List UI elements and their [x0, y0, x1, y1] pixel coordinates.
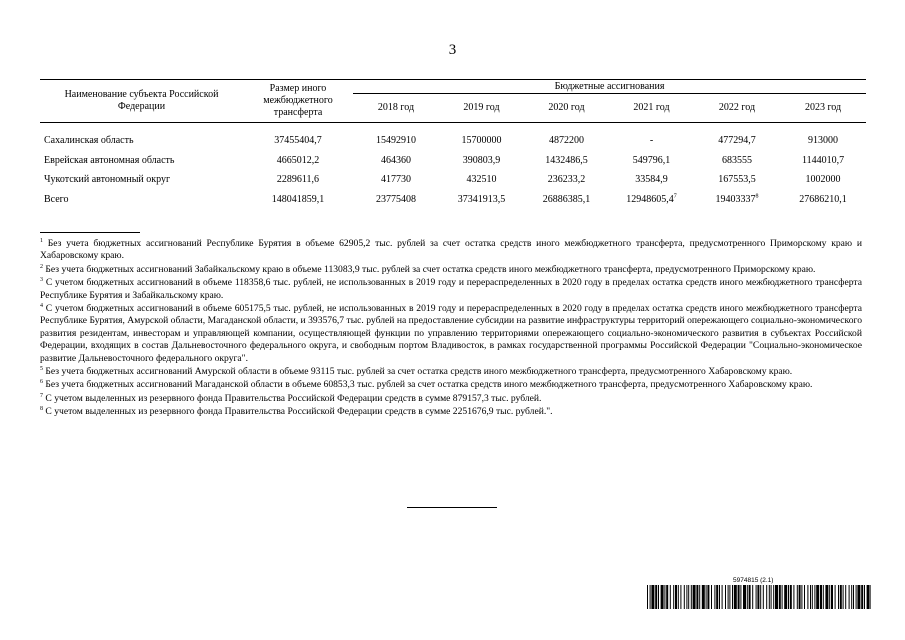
budget-value: 390803,9 — [462, 154, 501, 166]
barcode-bar — [743, 585, 746, 609]
budget-value: 236233,2 — [547, 174, 586, 186]
page-number: 3 — [448, 42, 457, 58]
barcode-bar — [766, 585, 767, 609]
barcode — [647, 585, 871, 609]
barcode-bar — [825, 585, 828, 609]
barcode-bar — [820, 585, 822, 609]
barcode-bar — [864, 585, 865, 609]
footnote-text: С учетом бюджетных ассигнований в объеме 605175,5 тыс. рублей, не использованных в 2019 году и перераспределенных в 2020 году в пределах остатка средств иного межбюджетного трансферта Республике Бурятия, Амурской области, Магаданской области, и 393576,7 тыс. рублей на предоставление субсидии на развитие инфраструктуры территорий опережающего социально-экономического развития резидентам, инвесторам и управляющей компании, осуществляющей функции по управлению территориями опережающего социально-экономического развития в субъектах Российской Федерации, входящих в состав Дальневосточного федерального округа, и свободным портом Владивосток, в рамках государственной программы Российской Федерации "Социально-экономическое развитие Дальневосточного федерального округа". — [40, 303, 862, 364]
budget-value: 15700000 — [461, 135, 502, 147]
barcode-bar — [843, 585, 844, 609]
footnote-number: 2 — [40, 263, 43, 270]
region-name: Чукотский автономный округ — [44, 174, 171, 186]
barcode-bar — [699, 585, 700, 609]
barcode-bar — [756, 585, 757, 609]
total-row — [40, 190, 866, 210]
table-row — [40, 151, 866, 171]
barcode-bar — [763, 585, 764, 609]
footnote-text: Без учета бюджетных ассигнований Забайкальскому краю в объеме 113083,9 тыс. рублей за счет остатка средств иного межбюджетного трансферта, предусмотренного Приморскому краю. — [45, 263, 816, 275]
barcode-bar — [693, 585, 696, 609]
barcode-bar — [738, 585, 740, 609]
barcode-bar — [799, 585, 801, 609]
budget-table — [40, 79, 866, 209]
footnote — [40, 303, 862, 365]
barcode-bar — [788, 585, 789, 609]
footnote — [40, 379, 862, 391]
barcode-bar — [647, 585, 648, 609]
barcode-label: 5974815 (2.1) — [733, 577, 774, 584]
barcode-bar — [867, 585, 870, 609]
footnote-ref: 8 — [755, 193, 759, 200]
budget-value: 26886385,1 — [542, 193, 591, 205]
barcode-bar — [664, 585, 665, 609]
budget-value: 477294,7 — [718, 135, 756, 147]
barcode-bar — [734, 585, 737, 609]
footnote — [40, 406, 862, 418]
barcode-bar — [670, 585, 671, 609]
barcode-bar — [706, 585, 707, 609]
barcode-bar — [757, 585, 759, 609]
budget-value: 683555 — [722, 154, 752, 166]
value-text: 19403337 — [715, 193, 756, 205]
footnote-ref: 7 — [673, 193, 677, 200]
barcode-bar — [814, 585, 815, 609]
column-header-transfer-size: Размер иного межбюджетного трансферта — [243, 80, 353, 123]
barcode-bar — [752, 585, 753, 609]
footnote-text: С учетом выделенных из резервного фонда Правительства Российской Федерации средств в сумме 879157,3 тыс. рублей. — [45, 392, 542, 404]
barcode-bar — [651, 585, 654, 609]
barcode-bar — [840, 585, 842, 609]
barcode-bar — [678, 585, 679, 609]
transfer-size: 4665012,2 — [276, 154, 320, 166]
barcode-bar — [719, 585, 720, 609]
budget-value: 23775408 — [376, 193, 416, 205]
column-header-budget: Бюджетные ассигнования — [353, 80, 866, 94]
footnote-number: 8 — [40, 406, 43, 413]
barcode-bar — [725, 585, 726, 609]
column-header-year: 2021 год — [609, 94, 694, 123]
table-row — [40, 170, 866, 190]
transfer-size: 2289611,6 — [276, 174, 320, 186]
barcode-bar — [666, 585, 668, 609]
region-name: Еврейская автономная область — [44, 154, 175, 166]
barcode-bar — [655, 585, 657, 609]
barcode-bar — [829, 585, 830, 609]
barcode-bar — [740, 585, 741, 609]
barcode-bar — [691, 585, 692, 609]
barcode-bar — [851, 585, 852, 609]
barcode-bar — [801, 585, 802, 609]
column-header-year: 2023 год — [780, 94, 866, 123]
barcode-bar — [661, 585, 664, 609]
column-header-year: 2022 год — [694, 94, 780, 123]
budget-value: 432510 — [466, 174, 497, 186]
barcode-bar — [680, 585, 681, 609]
budget-value: 1432486,5 — [545, 154, 588, 166]
region-name: Сахалинская область — [44, 135, 134, 147]
footnote-number: 3 — [40, 277, 43, 284]
barcode-bar — [849, 585, 850, 609]
barcode-bar — [790, 585, 792, 609]
footnote — [40, 393, 862, 405]
budget-value: 15492910 — [376, 135, 416, 147]
budget-value: 417730 — [381, 174, 411, 186]
barcode-bar — [769, 585, 770, 609]
barcode-bar — [797, 585, 798, 609]
barcode-bar — [732, 585, 733, 609]
barcode-bar — [650, 585, 651, 609]
barcode-bar — [782, 585, 783, 609]
barcode-bar — [845, 585, 846, 609]
budget-value: 27686210,1 — [799, 193, 847, 205]
barcode-bar — [684, 585, 685, 609]
transfer-size: 37455404,7 — [274, 135, 322, 147]
barcode-bar — [749, 585, 751, 609]
barcode-bar — [771, 585, 772, 609]
barcode-bar — [856, 585, 857, 609]
transfer-size: 148041859,1 — [271, 193, 325, 205]
budget-value-2021 — [609, 190, 694, 210]
barcode-bar — [686, 585, 687, 609]
barcode-bar — [853, 585, 854, 609]
barcode-bar — [779, 585, 781, 609]
total-label: Всего — [44, 193, 69, 205]
barcode-bar — [711, 585, 712, 609]
budget-value: 1002000 — [805, 174, 841, 186]
barcode-bar — [722, 585, 723, 609]
barcode-bar — [775, 585, 778, 609]
footnote — [40, 238, 862, 263]
footnote — [40, 277, 862, 302]
barcode-bar — [823, 585, 824, 609]
barcode-bar — [747, 585, 748, 609]
budget-value: - — [649, 135, 654, 147]
barcode-bar — [702, 585, 705, 609]
footnotes — [40, 238, 862, 420]
barcode-bar — [870, 585, 871, 609]
budget-value: 1144010,7 — [801, 154, 845, 166]
budget-value: 37341913,5 — [457, 193, 506, 205]
barcode-bar — [804, 585, 805, 609]
budget-value: 33584,9 — [635, 174, 668, 186]
barcode-bar — [696, 585, 698, 609]
footnote — [40, 366, 862, 378]
barcode-bar — [793, 585, 794, 609]
footnote-number: 1 — [40, 237, 43, 244]
barcode-bar — [716, 585, 718, 609]
barcode-bar — [812, 585, 813, 609]
barcode-bar — [728, 585, 729, 609]
barcode-bar — [707, 585, 709, 609]
footnote-number: 7 — [40, 392, 43, 399]
footnote-number: 4 — [40, 302, 43, 309]
budget-value: 464360 — [381, 154, 411, 166]
barcode-bar — [857, 585, 860, 609]
footnote-number: 5 — [40, 365, 43, 372]
barcode-bar — [835, 585, 836, 609]
footnote-text: Без учета бюджетных ассигнований Магаданской области в объеме 60853,3 тыс. рублей за счет остатка средств иного межбюджетного трансферта, предусмотренного Хабаровскому краю. — [45, 379, 813, 391]
barcode-bar — [861, 585, 863, 609]
barcode-bar — [810, 585, 811, 609]
budget-value: 549796,1 — [632, 154, 671, 166]
budget-value: 167553,5 — [718, 174, 756, 186]
barcode-bar — [688, 585, 689, 609]
footnote — [40, 264, 862, 276]
footnote-separator — [40, 232, 140, 233]
barcode-bar — [807, 585, 808, 609]
table-row — [40, 131, 866, 151]
column-header-year: 2020 год — [524, 94, 609, 123]
budget-value: 913000 — [808, 135, 839, 147]
barcode-bar — [760, 585, 761, 609]
barcode-bar — [729, 585, 730, 609]
column-header-name: Наименование субъекта Российской Федерации — [40, 80, 243, 123]
footnote-text: Без учета бюджетных ассигнований Республике Бурятия в объеме 62905,2 тыс. рублей за счет остатка средств иного межбюджетного трансферта, предусмотренного Приморскому краю и Хабаровскому краю. — [40, 238, 862, 262]
barcode-bar — [658, 585, 659, 609]
barcode-bar — [816, 585, 819, 609]
barcode-bar — [773, 585, 774, 609]
barcode-bar — [784, 585, 787, 609]
footnote-text: С учетом выделенных из резервного фонда Правительства Российской Федерации средств в сумме 2251676,9 тыс. рублей.". — [45, 406, 553, 418]
barcode-bar — [838, 585, 839, 609]
column-header-year: 2019 год — [439, 94, 524, 123]
end-of-document-line — [407, 507, 497, 508]
footnote-text: С учетом бюджетных ассигнований в объеме 118358,6 тыс. рублей, не использованных в 2019 году и перераспределенных в 2020 году в пределах остатка средств иного межбюджетного трансферта Республике Бурятия и Забайкальскому краю. — [40, 277, 862, 301]
footnote-number: 6 — [40, 379, 43, 386]
column-header-year: 2018 год — [353, 94, 439, 123]
barcode-bar — [714, 585, 715, 609]
value-text: 12948605,4 — [626, 193, 674, 205]
barcode-bar — [675, 585, 677, 609]
budget-value-2022 — [694, 190, 780, 210]
footnote-text: Без учета бюджетных ассигнований Амурской области в объеме 93115 тыс. рублей за счет остатка средств иного межбюджетного трансферта, предусмотренного Хабаровскому краю. — [45, 366, 793, 378]
budget-value: 4872200 — [549, 135, 584, 147]
barcode-bar — [831, 585, 833, 609]
barcode-bar — [673, 585, 674, 609]
